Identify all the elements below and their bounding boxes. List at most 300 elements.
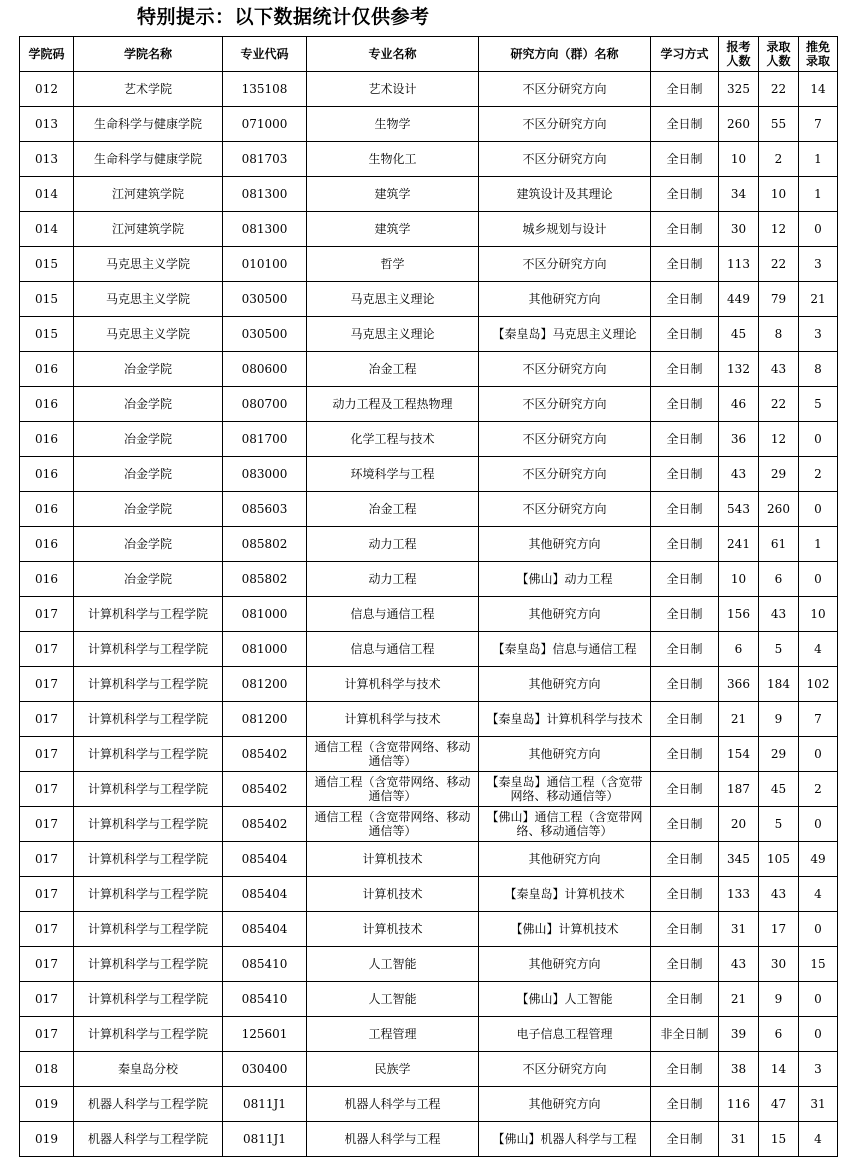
- cell-study-mode: 非全日制: [651, 1017, 719, 1052]
- cell-admitted: 15: [759, 1122, 799, 1157]
- cell-major-code: 081703: [223, 142, 307, 177]
- cell-college-name: 马克思主义学院: [74, 317, 223, 352]
- cell-college-code: 017: [20, 597, 74, 632]
- cell-applicants: 30: [719, 212, 759, 247]
- cell-exempt-admitted: 4: [799, 877, 838, 912]
- table-row: [20, 702, 838, 737]
- cell-major-name: 动力工程: [307, 562, 479, 597]
- cell-major-name: 计算机技术: [307, 877, 479, 912]
- table-body: [20, 72, 838, 1157]
- cell-study-mode: 全日制: [651, 107, 719, 142]
- header-applicants: 报考 人数: [719, 37, 759, 72]
- cell-college-code: 017: [20, 807, 74, 842]
- cell-major-name: 通信工程（含宽带网络、移动通信等）: [307, 772, 479, 807]
- table-row: [20, 1017, 838, 1052]
- table-row: [20, 1087, 838, 1122]
- cell-study-mode: 全日制: [651, 492, 719, 527]
- cell-college-code: 016: [20, 527, 74, 562]
- cell-major-code: 080600: [223, 352, 307, 387]
- cell-major-name: 民族学: [307, 1052, 479, 1087]
- cell-college-code: 017: [20, 982, 74, 1017]
- cell-research-direction: 其他研究方向: [479, 1087, 651, 1122]
- cell-college-name: 计算机科学与工程学院: [74, 912, 223, 947]
- cell-study-mode: 全日制: [651, 842, 719, 877]
- cell-applicants: 113: [719, 247, 759, 282]
- table-row: [20, 317, 838, 352]
- cell-research-direction: 不区分研究方向: [479, 107, 651, 142]
- cell-applicants: 132: [719, 352, 759, 387]
- table-row: [20, 282, 838, 317]
- cell-admitted: 6: [759, 562, 799, 597]
- cell-admitted: 12: [759, 212, 799, 247]
- cell-college-code: 015: [20, 247, 74, 282]
- table-row: [20, 492, 838, 527]
- cell-college-code: 017: [20, 667, 74, 702]
- cell-college-name: 马克思主义学院: [74, 247, 223, 282]
- cell-major-code: 085603: [223, 492, 307, 527]
- cell-research-direction: 【秦皇岛】通信工程（含宽带网络、移动通信等）: [479, 772, 651, 807]
- cell-admitted: 9: [759, 702, 799, 737]
- cell-study-mode: 全日制: [651, 1087, 719, 1122]
- cell-major-name: 建筑学: [307, 177, 479, 212]
- cell-admitted: 22: [759, 72, 799, 107]
- table-row: [20, 1052, 838, 1087]
- cell-applicants: 325: [719, 72, 759, 107]
- cell-major-code: 081000: [223, 597, 307, 632]
- cell-applicants: 345: [719, 842, 759, 877]
- table-row: [20, 667, 838, 702]
- cell-college-code: 015: [20, 317, 74, 352]
- cell-applicants: 31: [719, 912, 759, 947]
- cell-major-code: 030500: [223, 317, 307, 352]
- cell-research-direction: 不区分研究方向: [479, 457, 651, 492]
- cell-college-code: 017: [20, 632, 74, 667]
- cell-exempt-admitted: 0: [799, 562, 838, 597]
- cell-major-name: 生物学: [307, 107, 479, 142]
- cell-major-code: 083000: [223, 457, 307, 492]
- notice-title-text: 特别提示：以下数据统计仅供参考: [137, 6, 430, 28]
- cell-major-name: 化学工程与技术: [307, 422, 479, 457]
- cell-major-name: 计算机科学与技术: [307, 702, 479, 737]
- cell-college-name: 计算机科学与工程学院: [74, 947, 223, 982]
- cell-college-name: 机器人科学与工程学院: [74, 1087, 223, 1122]
- cell-major-code: 030400: [223, 1052, 307, 1087]
- cell-study-mode: 全日制: [651, 282, 719, 317]
- cell-exempt-admitted: 0: [799, 912, 838, 947]
- table-row: [20, 527, 838, 562]
- cell-major-name: 冶金工程: [307, 492, 479, 527]
- cell-major-name: 通信工程（含宽带网络、移动通信等）: [307, 807, 479, 842]
- cell-research-direction: 其他研究方向: [479, 842, 651, 877]
- cell-applicants: 366: [719, 667, 759, 702]
- table-row: [20, 457, 838, 492]
- cell-admitted: 43: [759, 877, 799, 912]
- cell-research-direction: 不区分研究方向: [479, 142, 651, 177]
- cell-college-code: 017: [20, 947, 74, 982]
- cell-admitted: 47: [759, 1087, 799, 1122]
- table-row: [20, 912, 838, 947]
- table-row: [20, 1122, 838, 1157]
- cell-college-code: 016: [20, 422, 74, 457]
- cell-applicants: 133: [719, 877, 759, 912]
- cell-major-name: 马克思主义理论: [307, 317, 479, 352]
- cell-exempt-admitted: 4: [799, 632, 838, 667]
- table-row: [20, 247, 838, 282]
- cell-admitted: 61: [759, 527, 799, 562]
- cell-research-direction: 【秦皇岛】信息与通信工程: [479, 632, 651, 667]
- table-row: [20, 422, 838, 457]
- cell-exempt-admitted: 1: [799, 142, 838, 177]
- notice-title: [0, 4, 853, 30]
- cell-study-mode: 全日制: [651, 387, 719, 422]
- cell-admitted: 43: [759, 597, 799, 632]
- cell-college-code: 017: [20, 772, 74, 807]
- cell-major-name: 工程管理: [307, 1017, 479, 1052]
- cell-exempt-admitted: 15: [799, 947, 838, 982]
- cell-research-direction: 不区分研究方向: [479, 492, 651, 527]
- table-row: [20, 737, 838, 772]
- cell-applicants: 187: [719, 772, 759, 807]
- cell-college-code: 016: [20, 562, 74, 597]
- cell-admitted: 14: [759, 1052, 799, 1087]
- cell-exempt-admitted: 3: [799, 1052, 838, 1087]
- cell-study-mode: 全日制: [651, 667, 719, 702]
- cell-college-code: 016: [20, 387, 74, 422]
- cell-college-name: 计算机科学与工程学院: [74, 982, 223, 1017]
- cell-major-name: 信息与通信工程: [307, 632, 479, 667]
- cell-research-direction: 【秦皇岛】计算机技术: [479, 877, 651, 912]
- cell-research-direction: 其他研究方向: [479, 947, 651, 982]
- cell-major-name: 信息与通信工程: [307, 597, 479, 632]
- header-college-name: 学院名称: [74, 37, 223, 72]
- cell-college-code: 016: [20, 457, 74, 492]
- cell-major-name: 环境科学与工程: [307, 457, 479, 492]
- cell-exempt-admitted: 2: [799, 457, 838, 492]
- cell-college-name: 计算机科学与工程学院: [74, 632, 223, 667]
- header-major-name: 专业名称: [307, 37, 479, 72]
- cell-admitted: 5: [759, 807, 799, 842]
- cell-exempt-admitted: 8: [799, 352, 838, 387]
- cell-study-mode: 全日制: [651, 737, 719, 772]
- cell-exempt-admitted: 3: [799, 247, 838, 282]
- cell-applicants: 20: [719, 807, 759, 842]
- cell-study-mode: 全日制: [651, 422, 719, 457]
- cell-major-name: 人工智能: [307, 982, 479, 1017]
- cell-exempt-admitted: 0: [799, 982, 838, 1017]
- cell-exempt-admitted: 0: [799, 807, 838, 842]
- cell-college-name: 冶金学院: [74, 527, 223, 562]
- cell-major-name: 动力工程及工程热物理: [307, 387, 479, 422]
- cell-college-code: 019: [20, 1087, 74, 1122]
- cell-college-code: 015: [20, 282, 74, 317]
- header-admitted: 录取 人数: [759, 37, 799, 72]
- cell-applicants: 260: [719, 107, 759, 142]
- header-research-direction: 研究方向（群）名称: [479, 37, 651, 72]
- cell-major-name: 冶金工程: [307, 352, 479, 387]
- table-row: [20, 177, 838, 212]
- header-college-code: 学院码: [20, 37, 74, 72]
- header-exempt-admitted: 推免 录取: [799, 37, 838, 72]
- table-header-row: [20, 37, 838, 72]
- cell-major-code: 135108: [223, 72, 307, 107]
- cell-college-name: 冶金学院: [74, 422, 223, 457]
- cell-college-code: 017: [20, 702, 74, 737]
- cell-college-code: 017: [20, 737, 74, 772]
- cell-college-name: 江河建筑学院: [74, 212, 223, 247]
- cell-college-name: 计算机科学与工程学院: [74, 702, 223, 737]
- cell-college-code: 013: [20, 142, 74, 177]
- cell-college-code: 014: [20, 177, 74, 212]
- cell-exempt-admitted: 49: [799, 842, 838, 877]
- table-row: [20, 947, 838, 982]
- cell-research-direction: 不区分研究方向: [479, 72, 651, 107]
- cell-study-mode: 全日制: [651, 702, 719, 737]
- cell-exempt-admitted: 31: [799, 1087, 838, 1122]
- cell-research-direction: 城乡规划与设计: [479, 212, 651, 247]
- cell-major-name: 计算机科学与技术: [307, 667, 479, 702]
- cell-applicants: 543: [719, 492, 759, 527]
- cell-major-name: 机器人科学与工程: [307, 1122, 479, 1157]
- cell-major-code: 080700: [223, 387, 307, 422]
- cell-applicants: 154: [719, 737, 759, 772]
- table-row: [20, 352, 838, 387]
- table-row: [20, 72, 838, 107]
- cell-study-mode: 全日制: [651, 912, 719, 947]
- cell-applicants: 31: [719, 1122, 759, 1157]
- cell-admitted: 17: [759, 912, 799, 947]
- cell-college-code: 014: [20, 212, 74, 247]
- cell-exempt-admitted: 0: [799, 737, 838, 772]
- cell-major-name: 人工智能: [307, 947, 479, 982]
- cell-research-direction: 建筑设计及其理论: [479, 177, 651, 212]
- table-row: [20, 877, 838, 912]
- cell-major-code: 081200: [223, 702, 307, 737]
- cell-admitted: 184: [759, 667, 799, 702]
- cell-applicants: 46: [719, 387, 759, 422]
- table-row: [20, 387, 838, 422]
- cell-college-name: 冶金学院: [74, 387, 223, 422]
- cell-college-name: 冶金学院: [74, 492, 223, 527]
- cell-college-name: 冶金学院: [74, 562, 223, 597]
- table-row: [20, 142, 838, 177]
- cell-exempt-admitted: 7: [799, 702, 838, 737]
- cell-major-name: 哲学: [307, 247, 479, 282]
- cell-major-name: 计算机技术: [307, 842, 479, 877]
- table-row: [20, 807, 838, 842]
- cell-research-direction: 【佛山】机器人科学与工程: [479, 1122, 651, 1157]
- cell-admitted: 79: [759, 282, 799, 317]
- table-row: [20, 212, 838, 247]
- cell-exempt-admitted: 0: [799, 422, 838, 457]
- cell-admitted: 22: [759, 247, 799, 282]
- table-row: [20, 562, 838, 597]
- cell-major-code: 085402: [223, 737, 307, 772]
- cell-admitted: 22: [759, 387, 799, 422]
- cell-college-name: 生命科学与健康学院: [74, 107, 223, 142]
- cell-research-direction: 不区分研究方向: [479, 1052, 651, 1087]
- cell-study-mode: 全日制: [651, 982, 719, 1017]
- cell-study-mode: 全日制: [651, 807, 719, 842]
- cell-applicants: 36: [719, 422, 759, 457]
- cell-research-direction: 【佛山】动力工程: [479, 562, 651, 597]
- cell-study-mode: 全日制: [651, 72, 719, 107]
- cell-study-mode: 全日制: [651, 247, 719, 282]
- table-row: [20, 107, 838, 142]
- cell-exempt-admitted: 2: [799, 772, 838, 807]
- cell-research-direction: 其他研究方向: [479, 527, 651, 562]
- cell-research-direction: 【秦皇岛】马克思主义理论: [479, 317, 651, 352]
- cell-study-mode: 全日制: [651, 877, 719, 912]
- cell-admitted: 29: [759, 457, 799, 492]
- cell-major-code: 085802: [223, 527, 307, 562]
- cell-exempt-admitted: 5: [799, 387, 838, 422]
- header-major-code: 专业代码: [223, 37, 307, 72]
- table-row: [20, 772, 838, 807]
- cell-exempt-admitted: 4: [799, 1122, 838, 1157]
- cell-major-name: 通信工程（含宽带网络、移动通信等）: [307, 737, 479, 772]
- cell-admitted: 105: [759, 842, 799, 877]
- cell-applicants: 21: [719, 702, 759, 737]
- cell-research-direction: 其他研究方向: [479, 597, 651, 632]
- cell-admitted: 10: [759, 177, 799, 212]
- cell-study-mode: 全日制: [651, 1122, 719, 1157]
- cell-study-mode: 全日制: [651, 562, 719, 597]
- cell-college-code: 017: [20, 912, 74, 947]
- cell-study-mode: 全日制: [651, 142, 719, 177]
- cell-major-code: 085404: [223, 842, 307, 877]
- cell-major-code: 085402: [223, 772, 307, 807]
- cell-admitted: 6: [759, 1017, 799, 1052]
- cell-applicants: 6: [719, 632, 759, 667]
- cell-major-code: 081300: [223, 177, 307, 212]
- cell-applicants: 21: [719, 982, 759, 1017]
- cell-major-code: 085410: [223, 982, 307, 1017]
- cell-major-code: 125601: [223, 1017, 307, 1052]
- cell-research-direction: 其他研究方向: [479, 282, 651, 317]
- cell-exempt-admitted: 0: [799, 1017, 838, 1052]
- cell-college-name: 计算机科学与工程学院: [74, 737, 223, 772]
- cell-research-direction: 电子信息工程管理: [479, 1017, 651, 1052]
- cell-exempt-admitted: 10: [799, 597, 838, 632]
- cell-college-name: 计算机科学与工程学院: [74, 842, 223, 877]
- cell-applicants: 156: [719, 597, 759, 632]
- cell-research-direction: 不区分研究方向: [479, 247, 651, 282]
- cell-research-direction: 【佛山】计算机技术: [479, 912, 651, 947]
- cell-college-code: 017: [20, 877, 74, 912]
- cell-major-code: 071000: [223, 107, 307, 142]
- cell-research-direction: 【秦皇岛】计算机科学与技术: [479, 702, 651, 737]
- cell-exempt-admitted: 3: [799, 317, 838, 352]
- cell-major-code: 081200: [223, 667, 307, 702]
- cell-exempt-admitted: 14: [799, 72, 838, 107]
- cell-applicants: 45: [719, 317, 759, 352]
- cell-exempt-admitted: 1: [799, 527, 838, 562]
- cell-major-code: 081300: [223, 212, 307, 247]
- admission-stats-table: [19, 36, 838, 1157]
- cell-college-name: 冶金学院: [74, 352, 223, 387]
- cell-admitted: 8: [759, 317, 799, 352]
- cell-applicants: 10: [719, 562, 759, 597]
- cell-major-code: 081700: [223, 422, 307, 457]
- cell-applicants: 43: [719, 947, 759, 982]
- cell-college-name: 计算机科学与工程学院: [74, 597, 223, 632]
- cell-admitted: 5: [759, 632, 799, 667]
- cell-research-direction: 不区分研究方向: [479, 422, 651, 457]
- cell-applicants: 38: [719, 1052, 759, 1087]
- cell-exempt-admitted: 102: [799, 667, 838, 702]
- cell-major-code: 0811J1: [223, 1087, 307, 1122]
- cell-study-mode: 全日制: [651, 772, 719, 807]
- cell-research-direction: 不区分研究方向: [479, 352, 651, 387]
- cell-college-code: 016: [20, 492, 74, 527]
- cell-exempt-admitted: 0: [799, 492, 838, 527]
- cell-college-name: 冶金学院: [74, 457, 223, 492]
- cell-major-code: 085404: [223, 877, 307, 912]
- cell-college-code: 012: [20, 72, 74, 107]
- cell-college-name: 计算机科学与工程学院: [74, 877, 223, 912]
- cell-major-name: 马克思主义理论: [307, 282, 479, 317]
- cell-study-mode: 全日制: [651, 457, 719, 492]
- cell-admitted: 260: [759, 492, 799, 527]
- cell-major-code: 081000: [223, 632, 307, 667]
- cell-college-name: 马克思主义学院: [74, 282, 223, 317]
- cell-major-code: 030500: [223, 282, 307, 317]
- cell-college-code: 017: [20, 842, 74, 877]
- cell-exempt-admitted: 7: [799, 107, 838, 142]
- cell-major-name: 生物化工: [307, 142, 479, 177]
- cell-college-name: 秦皇岛分校: [74, 1052, 223, 1087]
- cell-applicants: 34: [719, 177, 759, 212]
- cell-major-code: 085802: [223, 562, 307, 597]
- cell-college-name: 计算机科学与工程学院: [74, 807, 223, 842]
- cell-study-mode: 全日制: [651, 177, 719, 212]
- cell-college-name: 计算机科学与工程学院: [74, 667, 223, 702]
- cell-applicants: 241: [719, 527, 759, 562]
- cell-exempt-admitted: 1: [799, 177, 838, 212]
- cell-research-direction: 其他研究方向: [479, 667, 651, 702]
- cell-major-code: 085404: [223, 912, 307, 947]
- cell-study-mode: 全日制: [651, 212, 719, 247]
- cell-study-mode: 全日制: [651, 352, 719, 387]
- cell-study-mode: 全日制: [651, 317, 719, 352]
- cell-major-name: 艺术设计: [307, 72, 479, 107]
- cell-major-code: 085410: [223, 947, 307, 982]
- cell-applicants: 43: [719, 457, 759, 492]
- cell-study-mode: 全日制: [651, 947, 719, 982]
- cell-research-direction: 【佛山】人工智能: [479, 982, 651, 1017]
- cell-college-code: 018: [20, 1052, 74, 1087]
- cell-study-mode: 全日制: [651, 527, 719, 562]
- cell-study-mode: 全日制: [651, 597, 719, 632]
- cell-admitted: 9: [759, 982, 799, 1017]
- cell-applicants: 449: [719, 282, 759, 317]
- cell-college-code: 019: [20, 1122, 74, 1157]
- cell-college-name: 艺术学院: [74, 72, 223, 107]
- cell-admitted: 55: [759, 107, 799, 142]
- cell-college-name: 计算机科学与工程学院: [74, 772, 223, 807]
- cell-admitted: 43: [759, 352, 799, 387]
- cell-study-mode: 全日制: [651, 632, 719, 667]
- cell-exempt-admitted: 21: [799, 282, 838, 317]
- cell-admitted: 12: [759, 422, 799, 457]
- cell-applicants: 39: [719, 1017, 759, 1052]
- cell-major-code: 0811J1: [223, 1122, 307, 1157]
- cell-admitted: 45: [759, 772, 799, 807]
- table-row: [20, 597, 838, 632]
- cell-applicants: 10: [719, 142, 759, 177]
- cell-major-name: 动力工程: [307, 527, 479, 562]
- header-study-mode: 学习方式: [651, 37, 719, 72]
